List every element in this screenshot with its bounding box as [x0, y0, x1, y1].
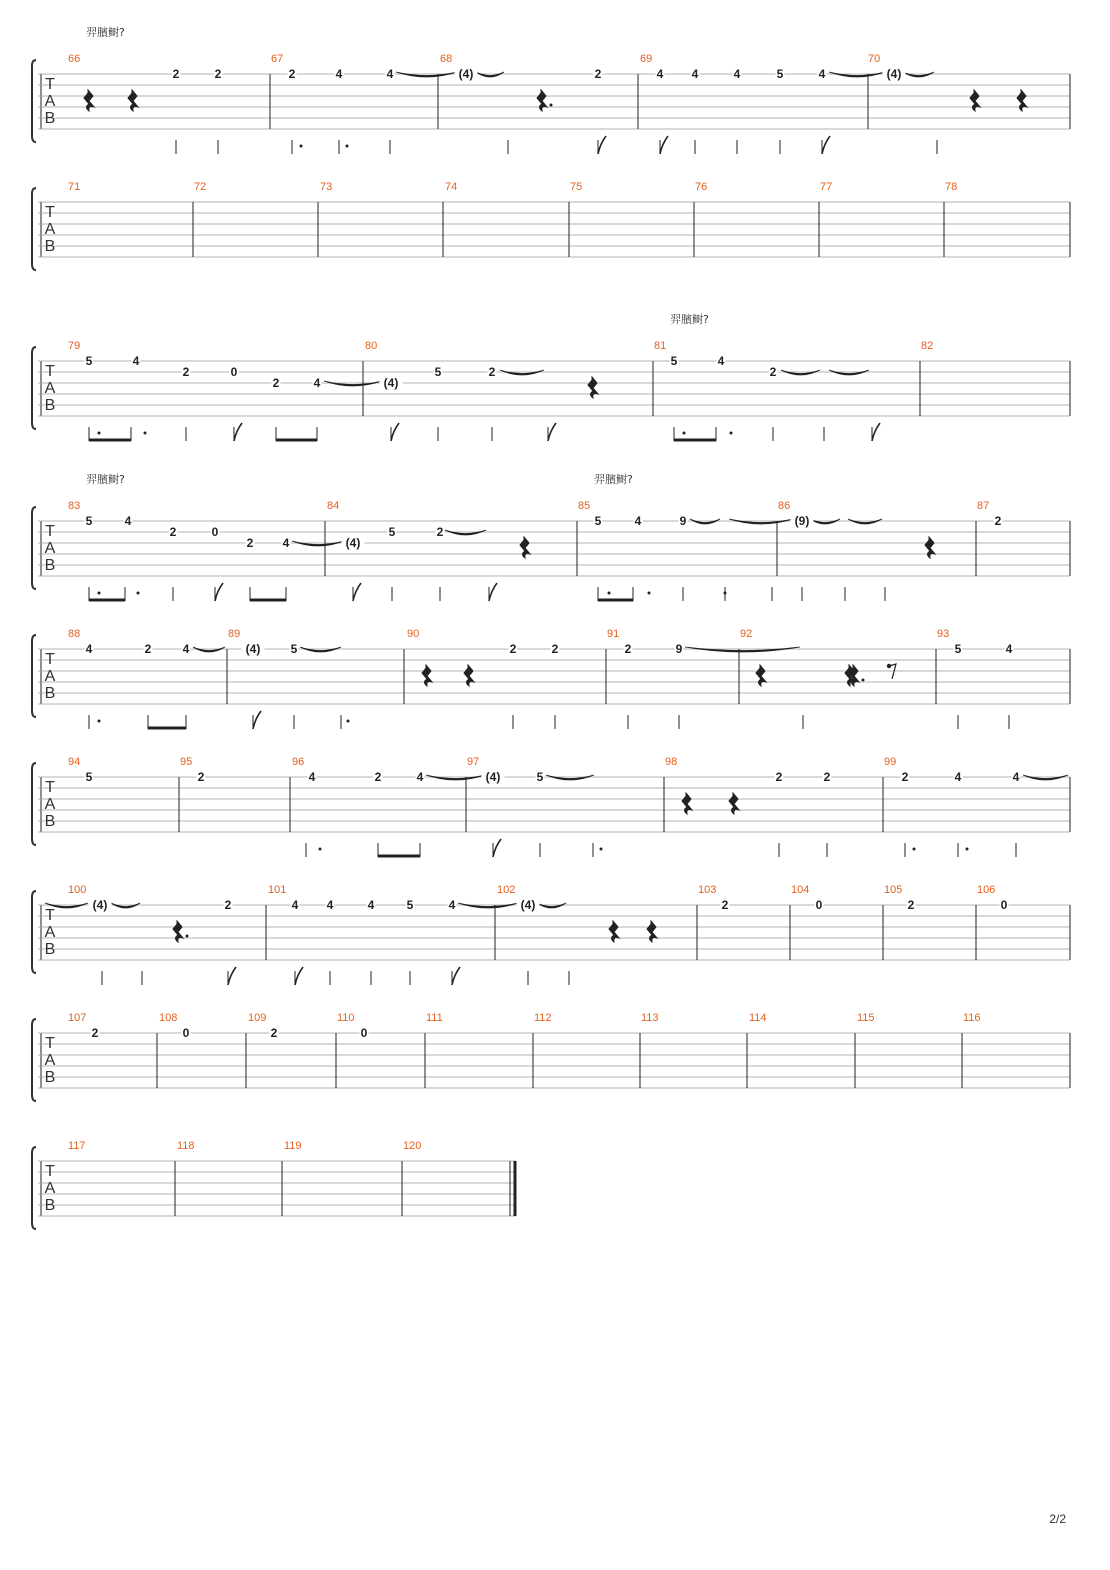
tie	[111, 903, 140, 908]
tie	[396, 72, 457, 77]
eighth-flag	[872, 423, 880, 441]
quarter-rest	[588, 377, 598, 398]
fret-number: 5	[536, 770, 544, 784]
fret-number: 2	[624, 642, 632, 656]
fret-number: 4	[132, 354, 140, 368]
tab-clef-letter: B	[44, 941, 56, 958]
measure-number: 109	[248, 1012, 267, 1024]
eighth-flag	[660, 136, 668, 154]
fret-number: 2	[594, 67, 602, 81]
fret-number: 2	[551, 642, 559, 656]
eighth-flag	[215, 583, 223, 601]
fret-number: 0	[182, 1026, 190, 1040]
tab-clef-letter: A	[44, 1180, 56, 1197]
rhythm-dot	[648, 592, 651, 595]
tab-clef-letter: A	[44, 796, 56, 813]
quarter-rest	[520, 537, 530, 558]
measure-number: 98	[665, 756, 678, 768]
tie	[500, 370, 544, 375]
eighth-flag	[489, 583, 497, 601]
fret-number: 4	[282, 536, 290, 550]
tab-clef-letter: T	[45, 363, 55, 380]
fret-number: 5	[388, 525, 396, 539]
tie	[829, 370, 869, 375]
eighth-flag	[228, 967, 236, 985]
quarter-rest	[647, 921, 657, 942]
eighth-flag	[452, 967, 460, 985]
measure-number: 79	[68, 340, 81, 352]
fret-number: 2	[823, 770, 831, 784]
tab-system	[32, 1012, 1070, 1101]
tie	[685, 647, 800, 652]
tie	[476, 72, 504, 77]
measure-number: 82	[921, 340, 934, 352]
tab-clef-letter: B	[44, 557, 56, 574]
tab-system	[32, 628, 1070, 729]
tab-clef-letter: B	[44, 1197, 56, 1214]
fret-number: 4	[1005, 642, 1013, 656]
measure-number: 101	[268, 884, 287, 896]
fret-number: 2	[91, 1026, 99, 1040]
eighth-flag	[493, 839, 501, 857]
fret-number: 4	[634, 514, 642, 528]
rhythm-dot	[600, 848, 603, 851]
measure-number: 105	[884, 884, 903, 896]
fret-number: (4)	[245, 642, 261, 656]
tab-clef-letter: A	[44, 668, 56, 685]
measure-number: 115	[857, 1012, 875, 1024]
eighth-flag	[234, 423, 242, 441]
measure-number: 84	[327, 500, 340, 512]
fret-number: 0	[360, 1026, 368, 1040]
fret-number: 2	[509, 642, 517, 656]
measure-number: 92	[740, 628, 753, 640]
eighth-rest-tail	[889, 664, 896, 679]
fret-number: (4)	[458, 67, 474, 81]
rhythm-dot	[137, 592, 140, 595]
page-number: 2/2	[1049, 1512, 1066, 1526]
tab-clef-letter: A	[44, 93, 56, 110]
tie	[781, 370, 820, 375]
tab-clef-letter: B	[44, 110, 56, 127]
tab-clef-letter: B	[44, 238, 56, 255]
fret-number: 4	[124, 514, 132, 528]
system-bracket	[32, 188, 36, 270]
measure-number: 78	[945, 181, 958, 193]
fret-number: 4	[308, 770, 316, 784]
system-bracket	[32, 891, 36, 973]
rhythm-dot	[966, 848, 969, 851]
quarter-rest	[464, 665, 474, 686]
tab-clef-letter: A	[44, 540, 56, 557]
fret-number: 5	[85, 514, 93, 528]
rhythm-dot	[98, 592, 101, 595]
tab-clef-letter: T	[45, 76, 55, 93]
measure-number: 116	[963, 1012, 981, 1024]
fret-number: 5	[290, 642, 298, 656]
measure-number: 117	[68, 1140, 86, 1152]
fret-number: 2	[169, 525, 177, 539]
tie	[810, 519, 840, 524]
tie	[300, 647, 341, 652]
rhythm-dot	[608, 592, 611, 595]
tab-clef-letter: T	[45, 779, 55, 796]
tab-system	[32, 756, 1070, 857]
fret-number: 2	[197, 770, 205, 784]
fret-number: 4	[416, 770, 424, 784]
rhythm-dot	[347, 720, 350, 723]
measure-number: 107	[68, 1012, 87, 1024]
rhythm-dot	[98, 720, 101, 723]
fret-number: (4)	[886, 67, 902, 81]
fret-number: (4)	[520, 898, 536, 912]
measure-number: 73	[320, 181, 333, 193]
fret-number: 5	[406, 898, 414, 912]
rest-dot	[862, 679, 865, 682]
measure-number: 66	[68, 53, 81, 65]
fret-number: 0	[211, 525, 219, 539]
tab-clef-letter: T	[45, 523, 55, 540]
measure-number: 80	[365, 340, 378, 352]
rhythm-dot	[300, 145, 303, 148]
fret-number: 4	[733, 67, 741, 81]
fret-number: (4)	[345, 536, 361, 550]
measure-number: 103	[698, 884, 717, 896]
tab-system	[32, 53, 1070, 154]
measure-number: 113	[641, 1012, 659, 1024]
system-bracket	[32, 60, 36, 142]
rhythm-dot	[913, 848, 916, 851]
tab-clef-letter: B	[44, 685, 56, 702]
fret-number: 2	[901, 770, 909, 784]
fret-number: 4	[313, 376, 321, 390]
system-bracket	[32, 347, 36, 429]
measure-number: 102	[497, 884, 516, 896]
fret-number: 2	[172, 67, 180, 81]
fret-number: 2	[994, 514, 1002, 528]
fret-number: 4	[291, 898, 299, 912]
quarter-rest	[537, 90, 547, 111]
measure-number: 114	[749, 1012, 767, 1024]
eighth-flag	[353, 583, 361, 601]
measure-number: 99	[884, 756, 897, 768]
fret-number: 5	[776, 67, 784, 81]
tab-clef-letter: T	[45, 204, 55, 221]
eighth-flag	[598, 136, 606, 154]
measure-number: 69	[640, 53, 653, 65]
fret-number: 5	[434, 365, 442, 379]
fret-number: 5	[85, 770, 93, 784]
fret-number: 5	[594, 514, 602, 528]
measure-number: 96	[292, 756, 305, 768]
fret-number: 4	[182, 642, 190, 656]
tab-clef-letter: T	[45, 907, 55, 924]
measure-number: 112	[534, 1012, 552, 1024]
tab-system	[32, 340, 1070, 441]
fret-number: (4)	[383, 376, 399, 390]
measure-number: 75	[570, 181, 583, 193]
quarter-rest	[925, 537, 935, 558]
fret-number: 2	[775, 770, 783, 784]
rhythm-dot	[319, 848, 322, 851]
tab-clef-letter: T	[45, 1035, 55, 1052]
measure-number: 74	[445, 181, 458, 193]
fret-number: 2	[488, 365, 496, 379]
tab-clef-letter: T	[45, 651, 55, 668]
measure-number: 90	[407, 628, 420, 640]
measure-number: 76	[695, 181, 708, 193]
fret-number: 0	[815, 898, 823, 912]
fret-number: 2	[270, 1026, 278, 1040]
fret-number: (4)	[92, 898, 108, 912]
measure-number: 87	[977, 500, 990, 512]
fret-number: 4	[717, 354, 725, 368]
tab-clef-letter: B	[44, 1069, 56, 1086]
tie	[324, 381, 382, 386]
fret-number: 0	[1000, 898, 1008, 912]
tab-clef-letter: A	[44, 221, 56, 238]
eighth-flag	[548, 423, 556, 441]
quarter-rest	[422, 665, 432, 686]
fret-number: (4)	[485, 770, 501, 784]
fret-number: 2	[182, 365, 190, 379]
measure-number: 86	[778, 500, 791, 512]
measure-number: 97	[467, 756, 480, 768]
tie	[729, 519, 793, 524]
rhythm-dot	[683, 432, 686, 435]
fret-number: 4	[448, 898, 456, 912]
tab-clef-letter: T	[45, 1163, 55, 1180]
tie	[546, 775, 594, 780]
measure-number: 91	[607, 628, 620, 640]
tab-clef-letter: B	[44, 813, 56, 830]
fret-number: 4	[691, 67, 699, 81]
measure-number: 111	[426, 1012, 443, 1024]
fret-number: 2	[907, 898, 915, 912]
quarter-rest	[173, 921, 183, 942]
tie	[1023, 775, 1068, 780]
measure-number: 104	[791, 884, 810, 896]
text-annotation: 羿臏鲥?	[86, 473, 125, 486]
fret-number: 2	[214, 67, 222, 81]
fret-number: 2	[144, 642, 152, 656]
rhythm-dot	[346, 145, 349, 148]
tie	[458, 903, 518, 908]
tie	[903, 72, 934, 77]
fret-number: 2	[436, 525, 444, 539]
measure-number: 68	[440, 53, 453, 65]
measure-number: 88	[68, 628, 81, 640]
rhythm-dot	[98, 432, 101, 435]
fret-number: 4	[1012, 770, 1020, 784]
measure-number: 72	[194, 181, 207, 193]
quarter-rest	[970, 90, 980, 111]
tab-system	[32, 1140, 516, 1229]
measure-number: 119	[284, 1140, 302, 1152]
quarter-rest	[682, 793, 692, 814]
fret-number: 9	[675, 642, 683, 656]
fret-number: 4	[335, 67, 343, 81]
measure-number: 77	[820, 181, 833, 193]
text-annotation: 羿臏鲥?	[86, 26, 125, 39]
measure-number: 110	[337, 1012, 355, 1024]
fret-number: 4	[818, 67, 826, 81]
fret-number: 2	[721, 898, 729, 912]
measure-number: 108	[159, 1012, 178, 1024]
eighth-flag	[391, 423, 399, 441]
rest-dot	[550, 104, 553, 107]
quarter-rest	[84, 90, 94, 111]
fret-number: 4	[326, 898, 334, 912]
measure-number: 67	[271, 53, 284, 65]
measure-number: 93	[937, 628, 950, 640]
rest-dot	[186, 935, 189, 938]
measure-number: 83	[68, 500, 81, 512]
rhythm-dot	[724, 592, 727, 595]
fret-number: 5	[954, 642, 962, 656]
quarter-rest	[756, 665, 766, 686]
system-bracket	[32, 1019, 36, 1101]
fret-number: 4	[954, 770, 962, 784]
rhythm-dot	[144, 432, 147, 435]
fret-number: 4	[386, 67, 394, 81]
quarter-rest	[609, 921, 619, 942]
fret-number: 2	[272, 376, 280, 390]
tab-clef-letter: A	[44, 924, 56, 941]
tie	[445, 530, 486, 535]
measure-number: 100	[68, 884, 87, 896]
measure-number: 118	[177, 1140, 195, 1152]
tie	[829, 72, 885, 77]
tab-clef-letter: B	[44, 397, 56, 414]
fret-number: 2	[288, 67, 296, 81]
tie	[193, 647, 225, 652]
system-bracket	[32, 507, 36, 589]
rhythm-dot	[730, 432, 733, 435]
text-annotation: 羿臏鲥?	[594, 473, 633, 486]
measure-number: 120	[403, 1140, 422, 1152]
fret-number: 4	[367, 898, 375, 912]
tie	[690, 519, 720, 524]
measure-number: 81	[654, 340, 667, 352]
fret-number: 2	[769, 365, 777, 379]
fret-number: 0	[230, 365, 238, 379]
fret-number: 4	[656, 67, 664, 81]
text-annotation: 羿臏鲥?	[670, 313, 709, 326]
system-bracket	[32, 635, 36, 717]
tie	[848, 519, 882, 524]
fret-number: 5	[85, 354, 93, 368]
eighth-flag	[253, 711, 261, 729]
tab-system	[32, 181, 1070, 270]
system-bracket	[32, 763, 36, 845]
fret-number: 2	[246, 536, 254, 550]
tie	[426, 775, 485, 780]
measure-number: 94	[68, 756, 81, 768]
tab-system	[32, 884, 1070, 985]
eighth-flag	[295, 967, 303, 985]
measure-number: 95	[180, 756, 193, 768]
measure-number: 85	[578, 500, 591, 512]
measure-number: 106	[977, 884, 996, 896]
measure-number: 70	[868, 53, 881, 65]
measure-number: 71	[68, 181, 81, 193]
eighth-flag	[822, 136, 830, 154]
tie	[537, 903, 566, 908]
tie	[292, 541, 344, 546]
quarter-rest	[128, 90, 138, 111]
measure-number: 89	[228, 628, 241, 640]
quarter-rest	[729, 793, 739, 814]
fret-number: 2	[374, 770, 382, 784]
tab-clef-letter: A	[44, 380, 56, 397]
fret-number: 4	[85, 642, 93, 656]
fret-number: 9	[679, 514, 687, 528]
fret-number: 5	[670, 354, 678, 368]
fret-number: 2	[224, 898, 232, 912]
fret-number: (9)	[794, 514, 810, 528]
system-bracket	[32, 1147, 36, 1229]
tab-clef-letter: A	[44, 1052, 56, 1069]
tab-system	[32, 500, 1070, 601]
quarter-rest	[1017, 90, 1027, 111]
